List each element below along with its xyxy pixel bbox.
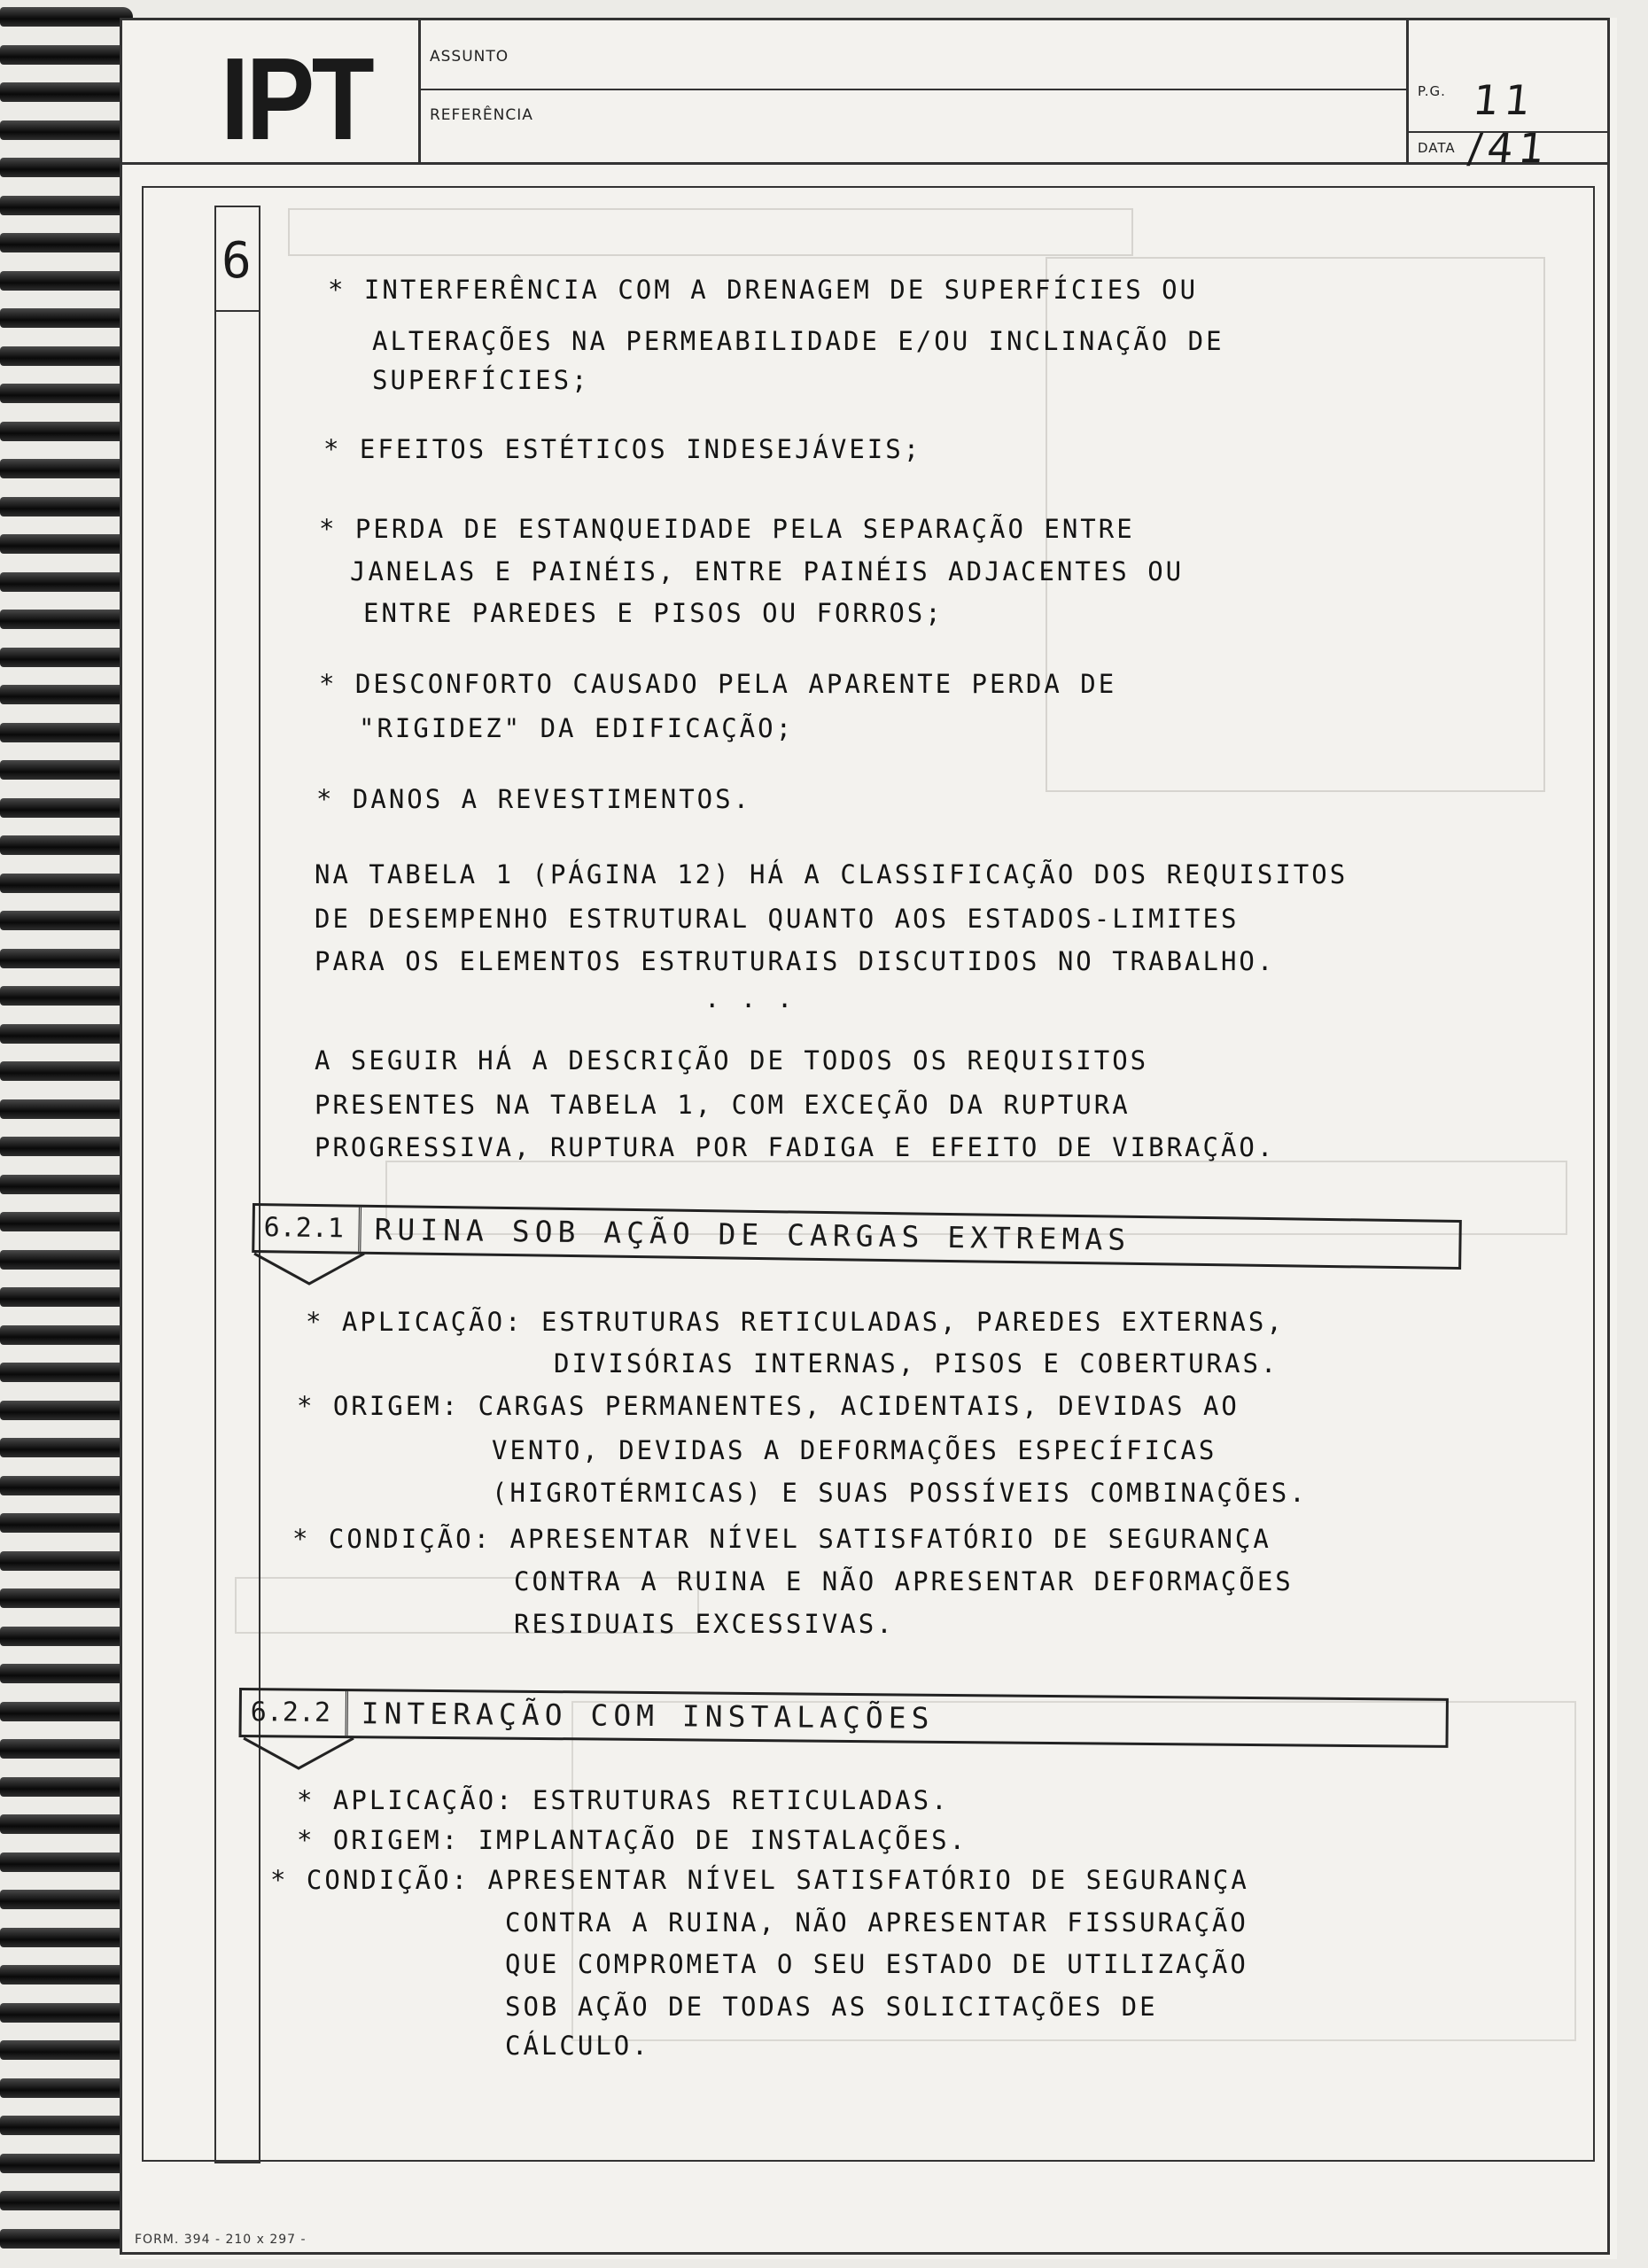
text-line: * CONDIÇÃO: APRESENTAR NÍVEL SATISFATÓRIO DE SEGURANÇA [292,1524,1271,1554]
binding-ring [0,1212,133,1231]
text-line: * PERDA DE ESTANQUEIDADE PELA SEPARAÇÃO ENTRE [319,514,1135,544]
binding-ring [0,1175,133,1194]
binding-ring [0,1363,133,1382]
text-line: SOB AÇÃO DE TODAS AS SOLICITAÇÕES DE [505,1992,1158,2022]
pg-label: P.G. [1418,83,1446,99]
ellipsis: . . . [704,983,796,1014]
text-line: RESIDUAIS EXCESSIVAS. [514,1609,895,1639]
text-line: * DANOS A REVESTIMENTOS. [316,784,752,814]
logo-cell [120,18,421,162]
binding-ring [0,1551,133,1571]
text-line: * CONDIÇÃO: APRESENTAR NÍVEL SATISFATÓRIO DE SEGURANÇA [270,1865,1249,1895]
binding-ring [0,723,133,742]
binding-ring [0,422,133,441]
binding-ring [0,158,133,177]
referencia-label: REFERÊNCIA [430,106,533,124]
text-line: ENTRE PAREDES E PISOS OU FORROS; [363,598,944,628]
binding-ring [0,648,133,667]
binding-ring [0,572,133,592]
text-line: QUE COMPROMETA O SEU ESTADO DE UTILIZAÇÃO [505,1949,1248,1979]
binding-ring [0,1890,133,1909]
binding-ring [0,82,133,102]
binding-ring [0,911,133,930]
form-page [120,18,1617,2259]
text-line: "RIGIDEZ" DA EDIFICAÇÃO; [359,713,795,743]
binding-ring [0,497,133,517]
binding-ring [0,120,133,140]
binding-ring [0,346,133,366]
binding-ring [0,196,133,215]
section-622-arrow [242,1736,357,1772]
binding-ring [0,1702,133,1721]
binding-ring [0,1965,133,1984]
binding-ring [0,233,133,252]
text-line: DE DESEMPENHO ESTRUTURAL QUANTO AOS ESTADOS-LIMITES [315,904,1240,934]
binding-ring [0,2191,133,2210]
text-line: PROGRESSIVA, RUPTURA POR FADIGA E EFEITO DE VIBRAÇÃO. [315,1132,1276,1162]
binding-ring [0,2078,133,2098]
chapter-column [214,206,260,2163]
binding-ring [0,1777,133,1797]
binding-ring [0,2229,133,2249]
binding-ring [0,1024,133,1044]
spiral-binding [0,0,133,2268]
text-line: CÁLCULO. [505,2031,650,2061]
text-line: * EFEITOS ESTÉTICOS INDESEJÁVEIS; [323,434,922,464]
data-label: DATA [1418,140,1456,156]
binding-ring [0,308,133,328]
page-cell [1409,18,1607,172]
text-line: * APLICAÇÃO: ESTRUTURAS RETICULADAS, PAREDES EXTERNAS, [306,1307,1285,1337]
text-line: ALTERAÇÕES NA PERMEABILIDADE E/OU INCLINAÇÃO DE [372,326,1224,356]
binding-ring [0,986,133,1006]
binding-ring [0,1588,133,1608]
form-footer: FORM. 394 - 210 x 297 - [135,2233,307,2247]
binding-ring [0,2040,133,2060]
binding-ring [0,1513,133,1533]
binding-ring [0,1325,133,1345]
binding-ring [0,1137,133,1156]
binding-ring [0,459,133,478]
binding-ring [0,271,133,291]
section-621-title: RUINA SOB AÇÃO DE CARGAS EXTREMAS [374,1211,1131,1257]
binding-ring [0,1739,133,1759]
text-line: * APLICAÇÃO: ESTRUTURAS RETICULADAS. [297,1785,950,1815]
text-line: CONTRA A RUINA E NÃO APRESENTAR DEFORMAÇÕES [514,1566,1294,1596]
text-line: * ORIGEM: CARGAS PERMANENTES, ACIDENTAIS, DEVIDAS AO [297,1391,1240,1421]
binding-ring [0,685,133,704]
binding-ring [0,1401,133,1420]
binding-ring [0,2003,133,2023]
text-line: * ORIGEM: IMPLANTAÇÃO DE INSTALAÇÕES. [297,1825,968,1855]
binding-ring [0,610,133,629]
text-line: VENTO, DEVIDAS A DEFORMAÇÕES ESPECÍFICAS [492,1435,1217,1465]
assunto-label: ASSUNTO [430,48,509,66]
ipt-logo: IPT [221,34,372,164]
binding-ring [0,384,133,403]
binding-ring [0,1438,133,1457]
binding-ring [0,1061,133,1081]
binding-ring [0,874,133,893]
text-line: PRESENTES NA TABELA 1, COM EXCEÇÃO DA RUPTURA [315,1090,1131,1120]
binding-ring [0,45,133,65]
text-line: NA TABELA 1 (PÁGINA 12) HÁ A CLASSIFICAÇÃO DOS REQUISITOS [315,859,1349,889]
binding-ring [0,1928,133,1947]
section-621-number: 6.2.1 [254,1206,361,1252]
section-622-number: 6.2.2 [242,1690,348,1736]
binding-ring [0,1852,133,1872]
chapter-number-box [216,207,259,312]
binding-ring [0,1476,133,1495]
binding-ring [0,1664,133,1683]
text-line: (HIGROTÉRMICAS) E SUAS POSSÍVEIS COMBINAÇÕES. [492,1478,1308,1508]
text-line: JANELAS E PAINÉIS, ENTRE PAINÉIS ADJACENTES OU [350,556,1185,586]
binding-ring [0,1627,133,1646]
page-number: 11 /41 [1465,76,1553,172]
binding-ring [0,7,133,27]
text-line: * INTERFERÊNCIA COM A DRENAGEM DE SUPERFÍCIES OU [328,275,1199,305]
binding-ring [0,798,133,818]
binding-ring [0,835,133,855]
form-header [120,18,1610,172]
section-622-box [239,1688,1449,1748]
text-line: * DESCONFORTO CAUSADO PELA APARENTE PERDA DE [319,669,1117,699]
binding-ring [0,1250,133,1270]
binding-ring [0,1099,133,1119]
text-line: A SEGUIR HÁ A DESCRIÇÃO DE TODOS OS REQUISITOS [315,1045,1149,1076]
text-line: PARA OS ELEMENTOS ESTRUTURAIS DISCUTIDOS NO TRABALHO. [315,946,1276,976]
binding-ring [0,2116,133,2135]
binding-ring [0,534,133,554]
text-line: CONTRA A RUINA, NÃO APRESENTAR FISSURAÇÃO [505,1907,1248,1938]
section-621-arrow [253,1252,368,1287]
binding-ring [0,1814,133,1834]
chapter-number: 6 [222,232,252,290]
binding-ring [0,949,133,968]
binding-ring [0,760,133,780]
text-line: SUPERFÍCIES; [372,365,590,395]
binding-ring [0,1287,133,1307]
subject-cell [421,18,1409,162]
binding-ring [0,2154,133,2173]
section-622-title: INTERAÇÃO COM INSTALAÇÕES [361,1696,935,1736]
text-line: DIVISÓRIAS INTERNAS, PISOS E COBERTURAS. [554,1348,1279,1379]
